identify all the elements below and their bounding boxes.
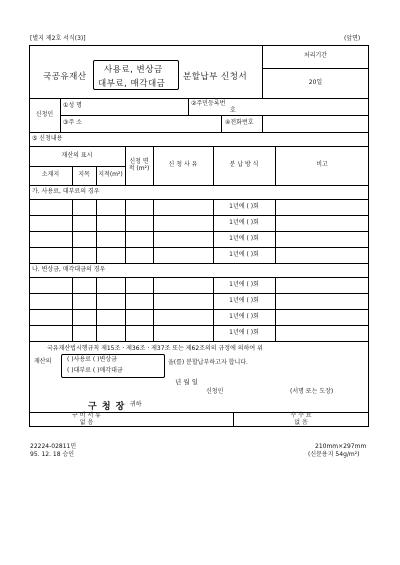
declaration-line1: 국유재산법시행규칙 제15조ㆍ제36조ㆍ제37조 또는 제62조의의 규정에 의하여 위 — [47, 345, 263, 352]
addressee-suffix: 귀하 — [130, 401, 142, 408]
section-b-label: 나. 변상금, 매각대금의 경우 — [32, 265, 106, 273]
col-applied-area: 신청 면적 (m²) — [128, 157, 150, 172]
fee-label: 수 수 료 — [290, 411, 312, 419]
col-method: 분 납 방 식 — [229, 161, 259, 169]
installment-b1[interactable]: 1년에 ( )회 — [229, 280, 259, 288]
processing-label: 처리기간 — [303, 52, 328, 60]
installment-a2[interactable]: 1년에 ( )회 — [229, 218, 259, 226]
declaration-opt1: ( )사용료 ( )변상금 — [67, 356, 117, 363]
name-field[interactable] — [78, 99, 186, 114]
rrn-label-cont: 호 — [230, 107, 236, 114]
date-line: 년 월 일 — [175, 378, 198, 386]
processing-value: 20일 — [308, 78, 323, 86]
section-a-label: 가. 사용료, 대부료의 경우 — [32, 187, 100, 195]
declaration-opt2: ( )대부료 ( )매각대금 — [67, 367, 123, 374]
installment-a1[interactable]: 1년에 ( )회 — [229, 202, 259, 210]
front-side-label: (앞면) — [344, 35, 361, 42]
addressee: 구 청 장 — [88, 402, 126, 412]
rrn-label: ②주민등록번 — [191, 100, 226, 107]
footer-code: 22224-02811민 — [30, 443, 77, 450]
col-reason: 신 청 사 유 — [168, 161, 198, 169]
section5-label: ⑤ 신청내용 — [32, 134, 63, 142]
title-line1: 사용료, 변상금 — [104, 65, 163, 75]
col-property: 재산의 표시 — [61, 151, 93, 159]
footer-approved: 95. 12. 18 승인 — [30, 451, 75, 458]
col-remark: 비고 — [316, 161, 328, 169]
docs-label: 구 비 서 류 — [72, 411, 101, 419]
address-label: ③주 소 — [63, 119, 82, 127]
title-prefix: 국공유재산 — [43, 72, 87, 82]
col-location: 소재지 — [41, 171, 60, 179]
docs-value: 없 음 — [79, 418, 94, 426]
installment-b3[interactable]: 1년에 ( )회 — [229, 312, 259, 320]
installment-a4[interactable]: 1년에 ( )회 — [229, 250, 259, 258]
title-line2: 대부료, 매각대금 — [98, 79, 166, 89]
applicant-word: 신청인 — [206, 388, 224, 395]
phone-label: ④전화번호 — [225, 119, 254, 127]
declaration-suffix: 을(를) 분할납부하고자 합니다. — [168, 359, 248, 366]
declaration-prefix: 재산의 — [34, 358, 52, 365]
col-area: 지적(m²) — [98, 171, 123, 179]
form-number: [별지 제2호 서식(3)] — [30, 35, 86, 42]
applicant-label: 신청인 — [35, 110, 54, 118]
installment-b4[interactable]: 1년에 ( )회 — [229, 328, 259, 336]
name-label: ①성 명 — [63, 102, 82, 110]
title-suffix: 분할납부 신청서 — [183, 72, 248, 82]
footer-size: 210mm×297mm — [315, 443, 367, 450]
col-lot: 지목 — [78, 171, 90, 179]
installment-a3[interactable]: 1년에 ( )회 — [229, 234, 259, 242]
footer-paper: (신문용지 54g/m²) — [308, 451, 360, 458]
sign-label: (서명 또는 도장) — [290, 388, 334, 395]
fee-value: 없 음 — [294, 418, 308, 426]
installment-b2[interactable]: 1년에 ( )회 — [229, 296, 259, 304]
